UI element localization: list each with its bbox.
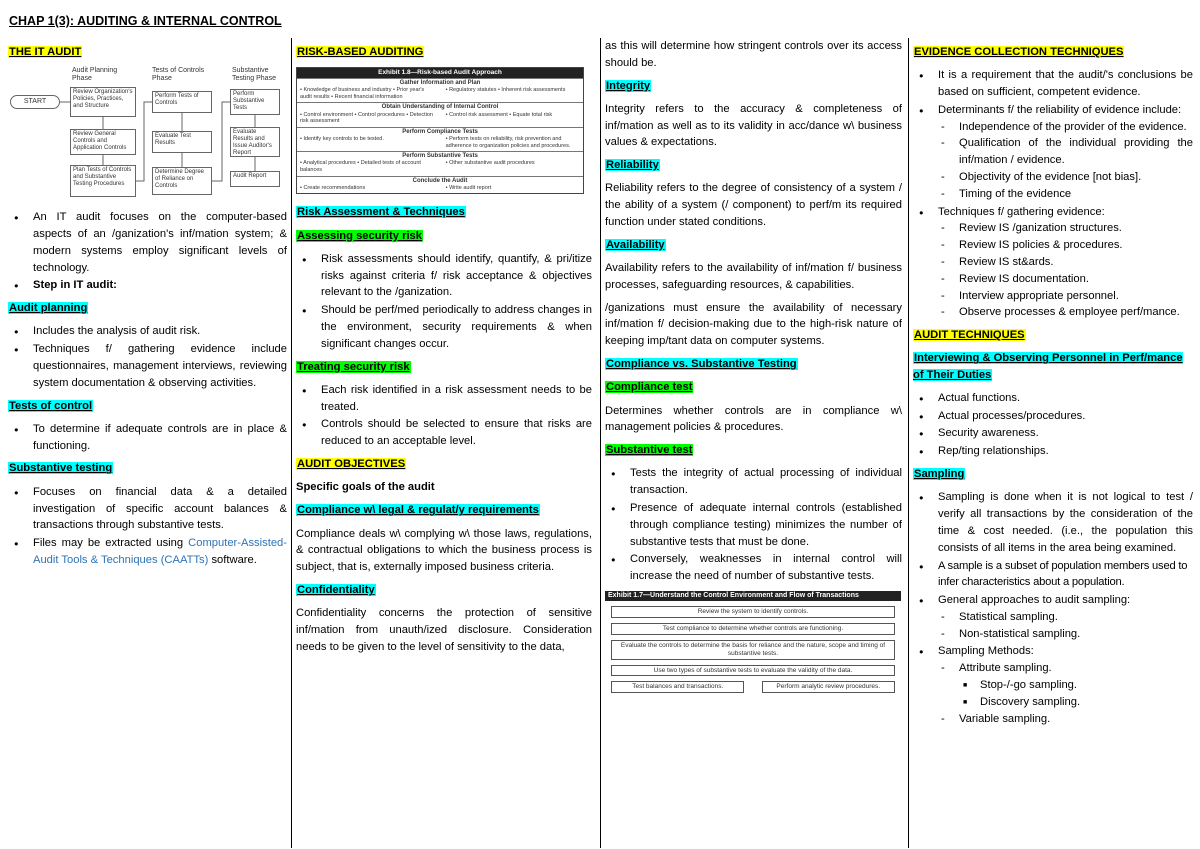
sub-item: - Non-statistical sampling.	[938, 626, 1193, 643]
sub-list	[938, 609, 1193, 643]
list-item: ● Actual functions.	[913, 390, 1193, 407]
sub-item: - Variable sampling.	[938, 711, 1193, 728]
exhibit-step: Use two types of substantive tests to evaluate the validity of the data.	[611, 665, 895, 677]
sub-item: - Qualification of the individual providing the inf/mation / evidence.	[938, 135, 1193, 169]
list-item: ● Step in IT audit:	[8, 277, 287, 294]
section-title: Obtain Understanding of Internal Control	[381, 104, 499, 111]
availability-text: Availability refers to the availability of inf/mation f/ business processes, safeguarding resources, & capabilities.	[605, 262, 902, 291]
sampling-heading: Sampling	[914, 468, 965, 481]
treating-bullets	[296, 382, 592, 450]
compliance-text: Compliance deals w\ complying w\ those laws, regulations, & contractual obligations to which the business process is subject, that is, externally imposed business criteria.	[296, 527, 592, 574]
reliability-text: Reliability refers to the degree of consistency of a system / the ability of a system (/ component) to perf/m its required function under stated conditions.	[605, 182, 902, 229]
diagram-box: Perform Substantive Tests	[230, 89, 280, 115]
audit-phases-diagram	[8, 67, 280, 199]
sub-list	[938, 119, 1193, 203]
diagram-arrows	[8, 67, 280, 199]
substantive-bullets	[8, 484, 287, 569]
confidentiality-text: Confidentiality concerns the protection of sensitive inf/mation from unauth/ized disclosure. Consideration needs to be given to the level of sensitivity to the data,	[296, 607, 592, 653]
audit-objectives-heading: AUDIT OBJECTIVES	[297, 457, 406, 470]
confidentiality-heading: Confidentiality	[297, 584, 375, 597]
list-item-text: Techniques f/ gathering evidence:	[938, 205, 1105, 218]
list-item: ● To determine if adequate controls are in place & functioning.	[8, 421, 287, 455]
list-item	[913, 102, 1193, 203]
list-item: ● A sample is a subset of population members used to infer characteristics about a population.	[913, 558, 1193, 592]
section-text: • Knowledge of business and industry • Prior year's audit results • Recent financial information	[300, 87, 425, 100]
column-divider	[908, 38, 909, 848]
audit-planning-heading: Audit planning	[9, 302, 88, 315]
diagram-box: Review Organization's Policies, Practices, and Structure	[70, 87, 136, 117]
list-item: ● Actual processes/procedures.	[913, 408, 1193, 425]
substantive-testing-heading: Substantive testing	[9, 462, 113, 475]
section-text: • Analytical procedures • Detailed tests of account balances	[300, 160, 421, 173]
sub-item: - Objectivity of the evidence [not bias].	[938, 169, 1193, 186]
it-audit-bullets	[8, 209, 287, 294]
sub-item: - Independence of the provider of the evidence.	[938, 119, 1193, 136]
phase-label: Audit Planning Phase	[72, 67, 118, 82]
evidence-collection-heading: EVIDENCE COLLECTION TECHNIQUES	[914, 46, 1124, 58]
section-text: • Write audit report	[445, 184, 492, 191]
column-divider	[600, 38, 601, 848]
exhibit-section	[297, 102, 583, 126]
tests-of-control-heading: Tests of control	[9, 399, 93, 412]
list-item: ● Tests the integrity of actual processing of individual transaction.	[605, 465, 902, 499]
diagram-box: Audit Report	[230, 171, 280, 187]
risk-assessment-heading: Risk Assessment & Techniques	[297, 206, 465, 219]
tests-bullets	[8, 421, 287, 455]
list-item: ● Risk assessments should identify, quantify, & pri/itize risks against criteria f/ risk acceptance & objectives relevant to the /ganization.	[296, 251, 592, 301]
start-node: START	[10, 95, 60, 109]
sub-list	[938, 660, 1193, 727]
phase-label: Tests of Controls Phase	[152, 67, 205, 82]
sub-item	[938, 660, 1193, 710]
column-3	[605, 38, 902, 846]
risk-based-audit-exhibit	[296, 67, 584, 194]
list-item: ● Should be perf/med periodically to address changes in the environment, security requirements & when significant changes occur.	[296, 302, 592, 352]
audit-techniques-heading: AUDIT TECHNIQUES	[914, 329, 1025, 342]
caatts-link[interactable]: Computer-Assisted-Audit Tools & Techniques (CAATTs)	[33, 537, 287, 566]
evidence-bullets	[913, 67, 1193, 321]
sub-item: - Review IS policies & procedures.	[938, 237, 1193, 254]
column-2	[296, 38, 592, 846]
section-text: • Regulatory statutes • Inherent risk assessments	[445, 87, 566, 94]
text: Files may be extracted using	[33, 537, 189, 550]
list-item: ● It is a requirement that the audit/'s conclusions be based on sufficient, competent evidence.	[913, 67, 1193, 101]
sub-item: - Review IS st&ards.	[938, 254, 1193, 271]
exhibit-step: Perform analytic review procedures.	[762, 681, 895, 693]
sub-item-text: Attribute sampling.	[959, 662, 1052, 675]
interview-bullets	[913, 390, 1193, 460]
diagram-box: Evaluate Test Results	[152, 131, 212, 153]
list-item-text: General approaches to audit sampling:	[938, 594, 1131, 607]
list-item-text: Sampling Methods:	[938, 645, 1034, 658]
specific-goals-label: Specific goals of the audit	[296, 481, 435, 494]
exhibit-step: Test compliance to determine whether controls are functioning.	[611, 623, 895, 635]
section-text: • Control environment • Control procedures • Detection risk assessment	[300, 111, 433, 125]
list-item	[913, 643, 1193, 727]
availability-heading: Availability	[606, 238, 665, 251]
sub-item: - Observe processes & employee perf/mance.	[938, 304, 1193, 321]
continued-text: as this will determine how stringent controls over its access should be.	[605, 40, 902, 69]
sub-item: - Review IS /ganization structures.	[938, 220, 1193, 237]
sampling-bullets	[913, 489, 1193, 727]
exhibit-title: Exhibit 1.8—Risk-based Audit Approach	[297, 68, 583, 78]
exhibit-split	[611, 681, 895, 693]
diagram-box: Determine Degree of Reliance on Controls	[152, 167, 212, 195]
risk-based-auditing-heading: RISK-BASED AUDITING	[297, 46, 424, 58]
list-item: ● Rep/ting relationships.	[913, 443, 1193, 460]
sub-sub-item: ■ Stop-/-go sampling.	[959, 677, 1193, 694]
list-item	[913, 592, 1193, 642]
list-item: ● Includes the analysis of audit risk.	[8, 323, 287, 340]
section-title: Conclude the Audit	[412, 177, 468, 184]
sub-item: - Review IS documentation.	[938, 271, 1193, 288]
control-environment-exhibit	[605, 591, 901, 693]
list-item	[913, 204, 1193, 322]
exhibit-section	[297, 151, 583, 175]
list-item: ● Controls should be selected to ensure that risks are reduced to an acceptable level.	[296, 416, 592, 450]
integrity-heading: Integrity	[606, 79, 651, 92]
column-divider	[291, 38, 292, 848]
substantive-test-heading: Substantive test	[606, 444, 693, 457]
list-item: ● Focuses on financial data & a detailed investigation of specific account balances & transactions through substantive tests.	[8, 484, 287, 534]
compliance-test-heading: Compliance test	[606, 381, 693, 394]
exhibit-section	[297, 78, 583, 102]
sub-item: - Timing of the evidence	[938, 186, 1193, 203]
exhibit-section	[297, 176, 583, 194]
availability-text: /ganizations must ensure the availability of necessary inf/mation f/ decision-making due to the high-risk nature of keeping imp/tant data on computer systems.	[605, 301, 902, 348]
compliance-vs-substantive-heading: Compliance vs. Substantive Testing	[606, 358, 797, 371]
section-text: • Create recommendations	[300, 184, 366, 191]
it-audit-heading: THE IT AUDIT	[9, 46, 82, 58]
list-item: ● Conversely, weaknesses in internal control will increase the need of number of substantive tests.	[605, 551, 902, 585]
diagram-box: Plan Tests of Controls and Substantive Testing Procedures	[70, 165, 136, 197]
diagram-box: Evaluate Results and Issue Auditor's Report	[230, 127, 280, 157]
section-text: • Other substantive audit procedures	[445, 160, 535, 167]
diagram-box: Perform Tests of Controls	[152, 91, 212, 113]
exhibit-step: Review the system to identify controls.	[611, 606, 895, 618]
interviewing-heading: Interviewing & Observing Personnel in Perf/mance of Their Duties	[913, 352, 1183, 381]
list-item-text: Determinants f/ the reliability of evidence include:	[938, 103, 1182, 116]
sub-item: - Interview appropriate personnel.	[938, 288, 1193, 305]
section-title: Perform Substantive Tests	[402, 153, 478, 160]
list-item: ● Presence of adequate internal controls (established through compliance testing) minimizes the number of substantive tests that must be done.	[605, 500, 902, 550]
sub-list	[938, 220, 1193, 321]
section-title: Perform Compliance Tests	[402, 128, 478, 135]
planning-bullets	[8, 323, 287, 391]
integrity-text: Integrity refers to the accuracy & completeness of inf/mation as well as to its validity in acc/dance w\ business values & expectations.	[605, 102, 902, 149]
treating-risk-heading: Treating security risk	[297, 360, 410, 373]
text: software.	[208, 553, 257, 566]
column-4	[913, 38, 1193, 846]
reliability-heading: Reliability	[606, 159, 659, 172]
list-item	[8, 535, 287, 569]
exhibit-step: Evaluate the controls to determine the basis for reliance and the nature, scope and timing of substantive tests.	[611, 640, 895, 660]
assessing-risk-heading: Assessing security risk	[297, 229, 422, 242]
list-item: ● Sampling is done when it is not logical to test / verify all transactions by the consideration of the time & cost needed. (i.e., the population this consists of all items in the area being examined.	[913, 489, 1193, 556]
phase-label: Substantive Testing Phase	[232, 67, 276, 82]
compliance-heading: Compliance w\ legal & regulat/y requirements	[297, 504, 539, 517]
sub-item: - Statistical sampling.	[938, 609, 1193, 626]
section-title: Gather Information and Plan	[399, 80, 481, 87]
assessing-bullets	[296, 251, 592, 353]
exhibit-section	[297, 127, 583, 151]
list-item: ● Security awareness.	[913, 425, 1193, 442]
section-text: • Identify key controls to be tested.	[300, 135, 384, 142]
sub-sub-list	[959, 677, 1193, 711]
list-item: ● Techniques f/ gathering evidence include questionnaires, management interviews, reviewing system documentation & observing activities.	[8, 341, 287, 391]
compliance-test-text: Determines whether controls are in compliance w\ management policies & procedures.	[605, 404, 902, 434]
page-title: CHAP 1(3): AUDITING & INTERNAL CONTROL	[9, 14, 282, 28]
column-1	[8, 38, 287, 846]
section-text: • Control risk assessment • Equate total risk	[445, 111, 553, 118]
list-item: ● An IT audit focuses on the computer-based aspects of an /ganization's inf/mation system; & modern systems employ significant levels of technology.	[8, 209, 287, 276]
substantive-test-bullets	[605, 465, 902, 585]
diagram-box: Review General Controls and Application Controls	[70, 129, 136, 155]
list-item: ● Each risk identified in a risk assessment needs to be treated.	[296, 382, 592, 416]
sub-sub-item: ■ Discovery sampling.	[959, 694, 1193, 711]
section-text: • Perform tests on reliability, risk prevention and adherence to organization policies and procedures.	[445, 135, 571, 149]
exhibit-step: Test balances and transactions.	[611, 681, 744, 693]
exhibit-title: Exhibit 1.7—Understand the Control Environment and Flow of Transactions	[605, 591, 901, 601]
